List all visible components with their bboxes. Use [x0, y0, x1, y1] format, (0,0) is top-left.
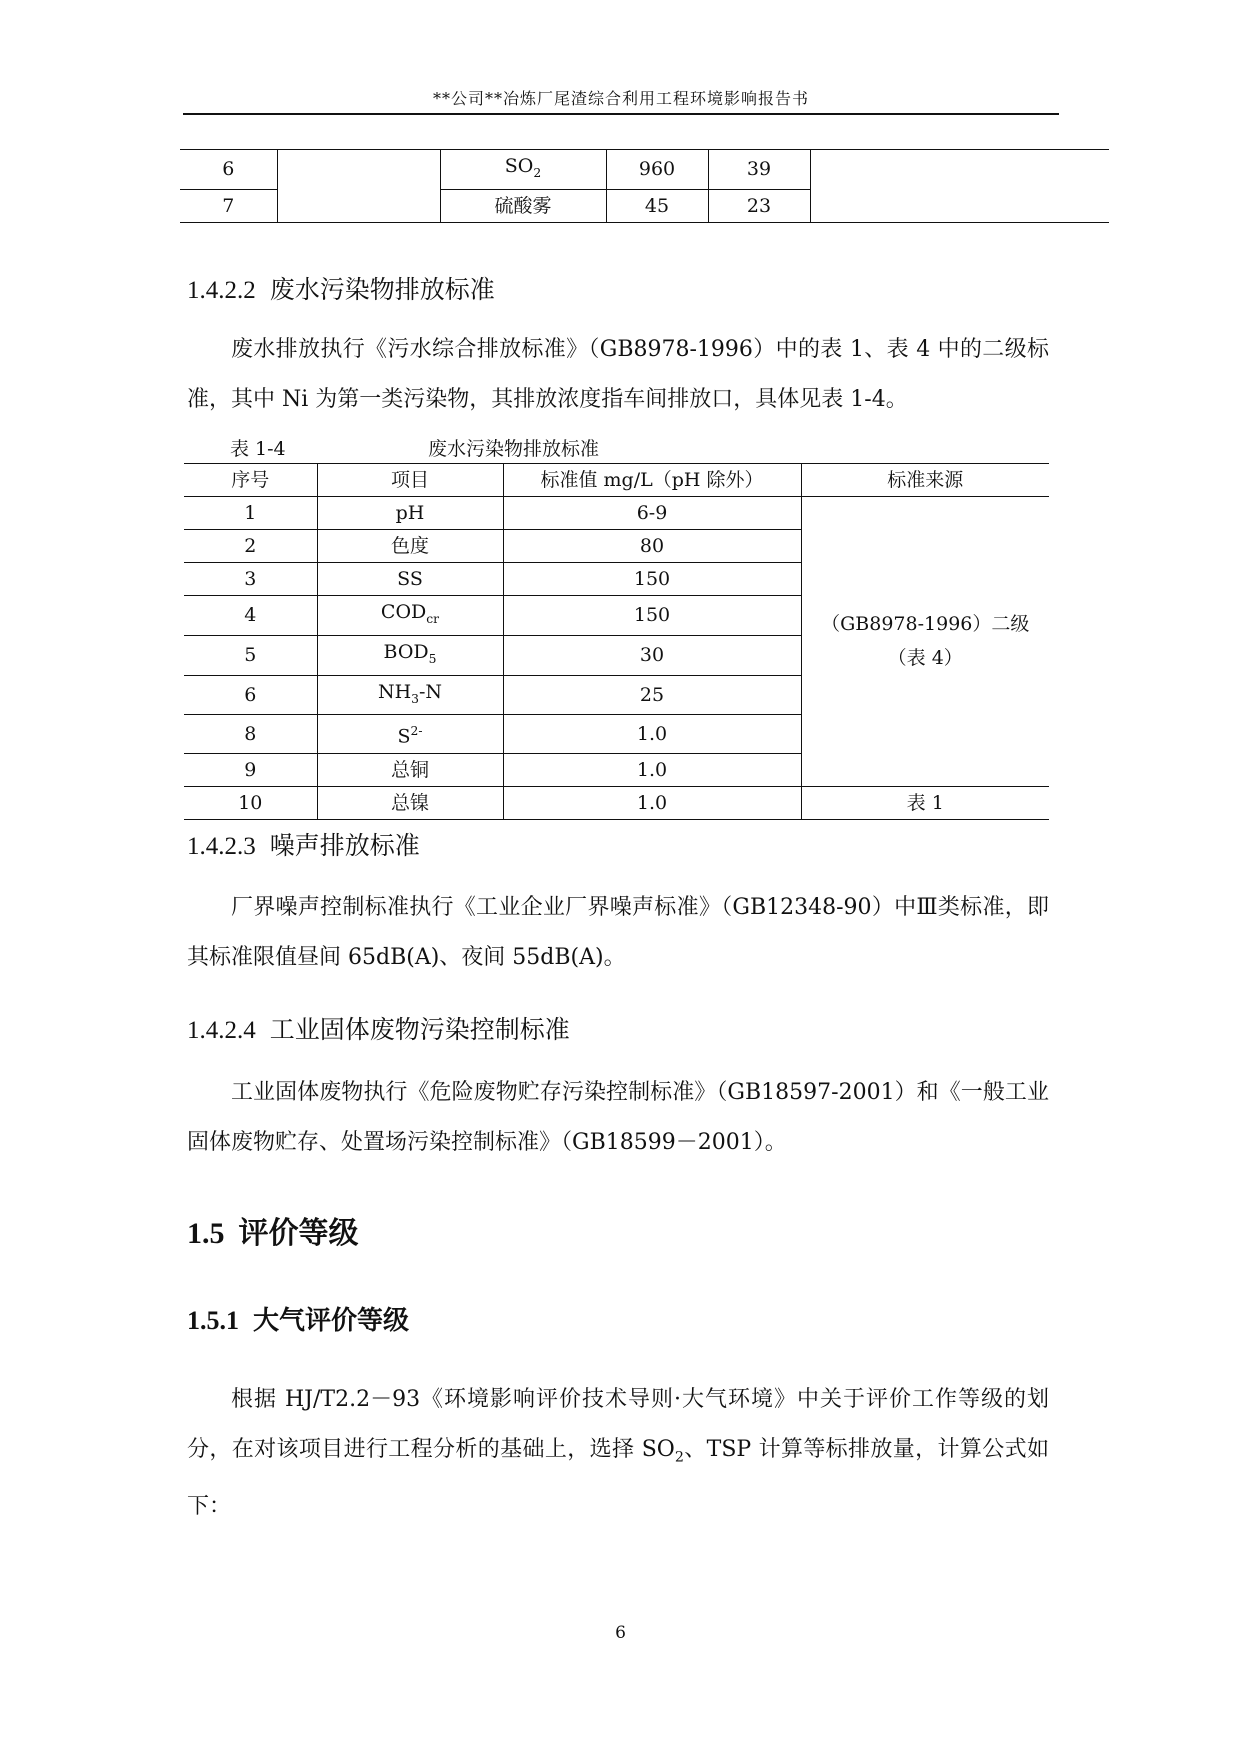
header-cell: 项目 [317, 464, 503, 497]
cell-no: 5 [184, 635, 317, 675]
cell-item: $COD_{cr}$ [317, 596, 503, 636]
cell-value: 1.0 [503, 753, 801, 786]
section-heading-1423: 1.4.2.3 噪声排放标准 [187, 831, 420, 860]
cell-no: 8 [184, 715, 317, 753]
header-cell: 标准值 mg/L（pH 除外） [503, 464, 801, 497]
paragraph-1422: 废水排放执行《污水综合排放标准》（GB8978-1996）中的表 1、表 4 中的二级标准，其中 Ni 为第一类污染物，其排放浓度指车间排放口，具体见表 1-4。 [187, 337, 1049, 412]
cell-item: 总镍 [317, 786, 503, 819]
header-cell: 序号 [184, 464, 317, 497]
table-row [184, 497, 1049, 530]
cell-item: 色度 [317, 530, 503, 563]
cell-item: 硫酸雾 [440, 189, 606, 222]
cell-no: 10 [184, 786, 317, 819]
cell-value: 45 [606, 189, 708, 222]
table-label: 表 1-4 [230, 438, 286, 460]
cell-source: （GB8978-1996）二级 （表 4） [801, 497, 1049, 787]
cell-no: 7 [180, 189, 277, 222]
section-heading-1424: 1.4.2.4 工业固体废物污染控制标准 [187, 1015, 570, 1044]
cell-item: $NH_3-N$ [317, 675, 503, 715]
wastewater-standards-table [184, 463, 1049, 820]
cell-value: 1.0 [503, 715, 801, 753]
cell-value: 25 [503, 675, 801, 715]
cell-value: 1.0 [503, 786, 801, 819]
cell-no: 9 [184, 753, 317, 786]
paragraph-151: 根据 HJ/T2.2－93《环境影响评价技术导则·大气环境》中关于评价工作等级的划分，在对该项目进行工程分析的基础上，选择 $SO_2$、TSP 计算等标排放量，计算公式如下： [187, 1387, 1049, 1520]
cell-item: 总铜 [317, 753, 503, 786]
cell-value: 6-9 [503, 497, 801, 530]
table-row [180, 150, 1109, 190]
header-cell: 标准来源 [801, 464, 1049, 497]
cell-no: 6 [180, 150, 277, 190]
continuation-table [180, 149, 1109, 223]
cell-value: 150 [503, 563, 801, 596]
section-heading-15: 1.5 评价等级 [187, 1216, 359, 1251]
cell-item: $BOD_5$ [317, 635, 503, 675]
cell-value: 30 [503, 635, 801, 675]
cell-empty [810, 150, 1109, 223]
table-header-row [184, 464, 1049, 497]
cell-no: 6 [184, 675, 317, 715]
cell-item: SS [317, 563, 503, 596]
cell-value: 150 [503, 596, 801, 636]
page-number: 6 [615, 1623, 626, 1643]
section-heading-1422: 1.4.2.2 废水污染物排放标准 [187, 275, 495, 304]
running-header: **公司**冶炼厂尾渣综合利用工程环境影响报告书 [432, 89, 809, 108]
cell-item: pH [317, 497, 503, 530]
cell-value: 39 [708, 150, 810, 190]
cell-value: 80 [503, 530, 801, 563]
cell-value: 23 [708, 189, 810, 222]
paragraph-1423: 厂界噪声控制标准执行《工业企业厂界噪声标准》（GB12348-90）中Ⅲ类标准，即其标准限值昼间 65dB(A)、夜间 55dB(A)。 [187, 895, 1049, 970]
paragraph-1424: 工业固体废物执行《危险废物贮存污染控制标准》（GB18597-2001）和《一般工业固体废物贮存、处置场污染控制标准》（GB18599－2001）。 [187, 1080, 1049, 1155]
table-row [184, 786, 1049, 819]
section-heading-151: 1.5.1 大气评价等级 [187, 1306, 410, 1336]
cell-no: 4 [184, 596, 317, 636]
header-rule [183, 113, 1059, 115]
cell-item: $S^{2-}$ [317, 715, 503, 753]
cell-value: 960 [606, 150, 708, 190]
cell-empty [277, 150, 440, 223]
cell-no: 1 [184, 497, 317, 530]
cell-no: 2 [184, 530, 317, 563]
table-title: 废水污染物排放标准 [428, 438, 600, 460]
cell-no: 3 [184, 563, 317, 596]
cell-source: 表 1 [801, 786, 1049, 819]
cell-item: $SO_2$ [440, 150, 606, 190]
